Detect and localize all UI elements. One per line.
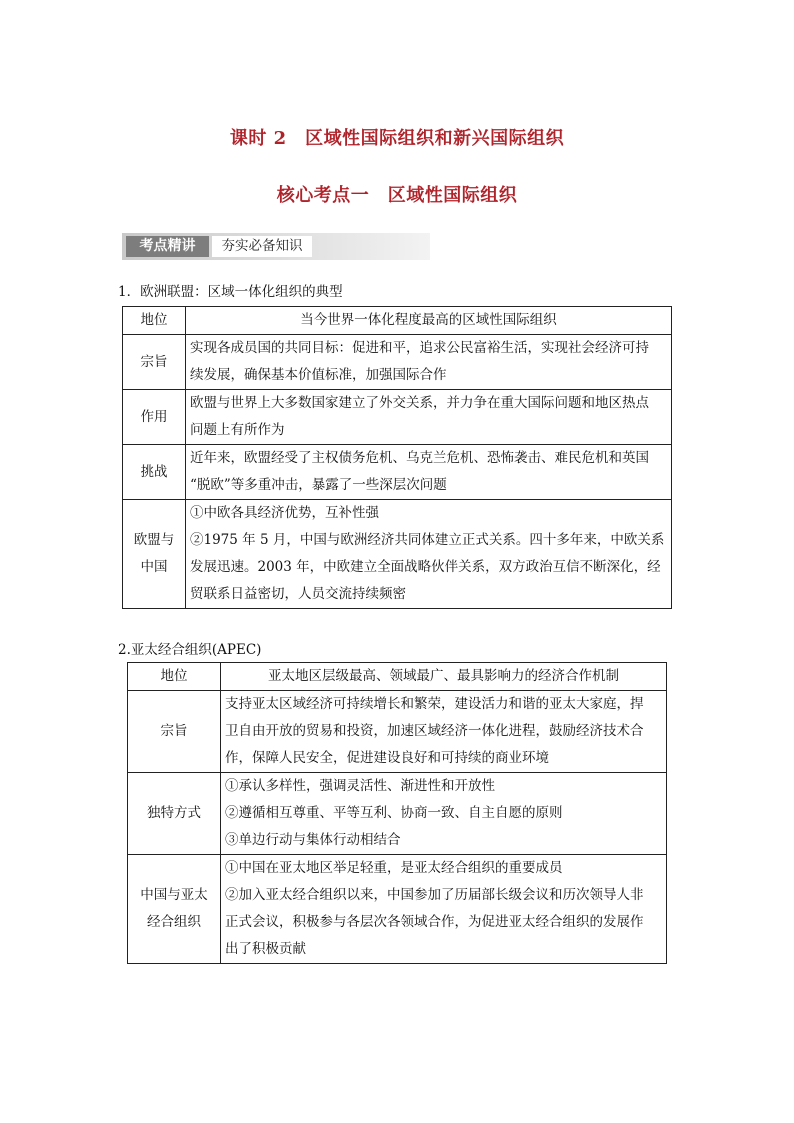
lesson-title: 课时 2 区域性国际组织和新兴国际组织 [229, 128, 565, 149]
row-content-line: 出了积极贡献 [225, 941, 306, 957]
row-content-line: 亚太地区层级最高、领域最广、最具影响力的经济合作机制 [268, 668, 619, 684]
row-label [123, 390, 186, 445]
row-label [123, 445, 186, 500]
row-content [186, 335, 672, 390]
row-content-line: 续发展，确保基本价值标准，加强国际合作 [190, 367, 447, 383]
row-content [221, 773, 667, 855]
row-label-line: 独特方式 [147, 805, 201, 821]
row-label [128, 663, 221, 691]
row-content [186, 445, 672, 500]
row-content-line: 作，保障人民安全，促进建设良好和可持续的商业环境 [225, 750, 549, 766]
row-content [186, 307, 672, 335]
row-content-line: 支持亚太区域经济可持续增长和繁荣，建设活力和谐的亚太大家庭，捍 [225, 696, 644, 712]
row-label-line: 经合组织 [147, 914, 201, 930]
table-row [128, 773, 667, 855]
section-banner [122, 233, 430, 260]
table-row [128, 691, 667, 773]
row-content-line: 贸联系日益密切，人员交流持续频密 [190, 586, 406, 602]
row-content-line: ①中国在亚太地区举足轻重，是亚太经合组织的重要成员 [225, 860, 563, 876]
table-row [123, 390, 672, 445]
row-content-line: 近年来，欧盟经受了主权债务危机、乌克兰危机、恐怖袭击、难民危机和英国 [190, 450, 649, 466]
row-label-line: 中国与亚太 [140, 887, 208, 903]
row-label-line: 地位 [140, 312, 168, 328]
row-content-line: 发展迅速。2003 年，中欧建立全面战略伙伴关系，双方政治互信不断深化，经 [190, 559, 661, 575]
table-row [123, 500, 672, 609]
row-label [123, 307, 186, 335]
apec-table [127, 662, 667, 964]
row-content-line: ②加入亚太经合组织以来，中国参加了历届部长级会议和历次领导人非 [225, 887, 644, 903]
section-title: 核心考点一 区域性国际组织 [276, 185, 518, 206]
row-label-line: 挑战 [140, 463, 168, 480]
row-content [221, 855, 667, 964]
eu-table [122, 306, 672, 609]
table-row [123, 307, 672, 335]
table-row [123, 445, 672, 500]
row-label [128, 773, 221, 855]
row-content [186, 390, 672, 445]
row-content [221, 663, 667, 691]
row-content [186, 500, 672, 609]
row-content-line: 正式会议，积极参与各层次各领域合作，为促进亚太经合组织的发展作 [225, 914, 644, 930]
row-label-line: 宗旨 [160, 723, 188, 739]
banner-tag: 考点精讲 [126, 236, 209, 257]
eu-heading: 1．欧洲联盟：区域一体化组织的典型 [118, 284, 343, 300]
banner-subtitle: 夯实必备知识 [212, 236, 312, 257]
row-label [128, 855, 221, 964]
row-label-line: 欧盟与 [133, 532, 175, 548]
row-content-line: ②1975 年 5 月，中国与欧洲经济共同体建立正式关系。四十多年来，中欧关系 [190, 532, 665, 548]
row-content-line: ②遵循相互尊重、平等互利、协商一致、自主自愿的原则 [225, 805, 563, 821]
table-row [128, 855, 667, 964]
eu-table-body [123, 307, 672, 609]
row-content-line: 问题上有所作为 [190, 422, 285, 438]
row-content-line: 欧盟与世界上大多数国家建立了外交关系，并力争在重大国际问题和地区热点 [190, 395, 649, 411]
table-row [128, 663, 667, 691]
row-content-line: ①中欧各具经济优势，互补性强 [190, 505, 379, 521]
row-label [123, 500, 186, 609]
row-label-line: 宗旨 [140, 353, 168, 370]
row-content [221, 691, 667, 773]
row-label [128, 691, 221, 773]
apec-table-body [128, 663, 667, 964]
row-label [123, 335, 186, 390]
row-content-line: 当今世界一体化程度最高的区域性国际组织 [300, 312, 557, 328]
row-content-line: ③单边行动与集体行动相结合 [225, 832, 401, 848]
apec-heading: 2.亚太经合组织(APEC) [118, 642, 262, 658]
row-content-line: ①承认多样性，强调灵活性、渐进性和开放性 [225, 778, 495, 794]
row-content-line: “脱欧”等多重冲击，暴露了一些深层次问题 [190, 477, 447, 493]
row-label-line: 作用 [140, 408, 168, 425]
table-row [123, 335, 672, 390]
row-content-line: 卫自由开放的贸易和投资，加速区域经济一体化进程，鼓励经济技术合 [225, 723, 644, 739]
row-label-line: 地位 [160, 668, 188, 684]
row-label-line: 中国 [140, 559, 168, 575]
row-content-line: 实现各成员国的共同目标：促进和平，追求公民富裕生活，实现社会经济可持 [190, 340, 649, 356]
